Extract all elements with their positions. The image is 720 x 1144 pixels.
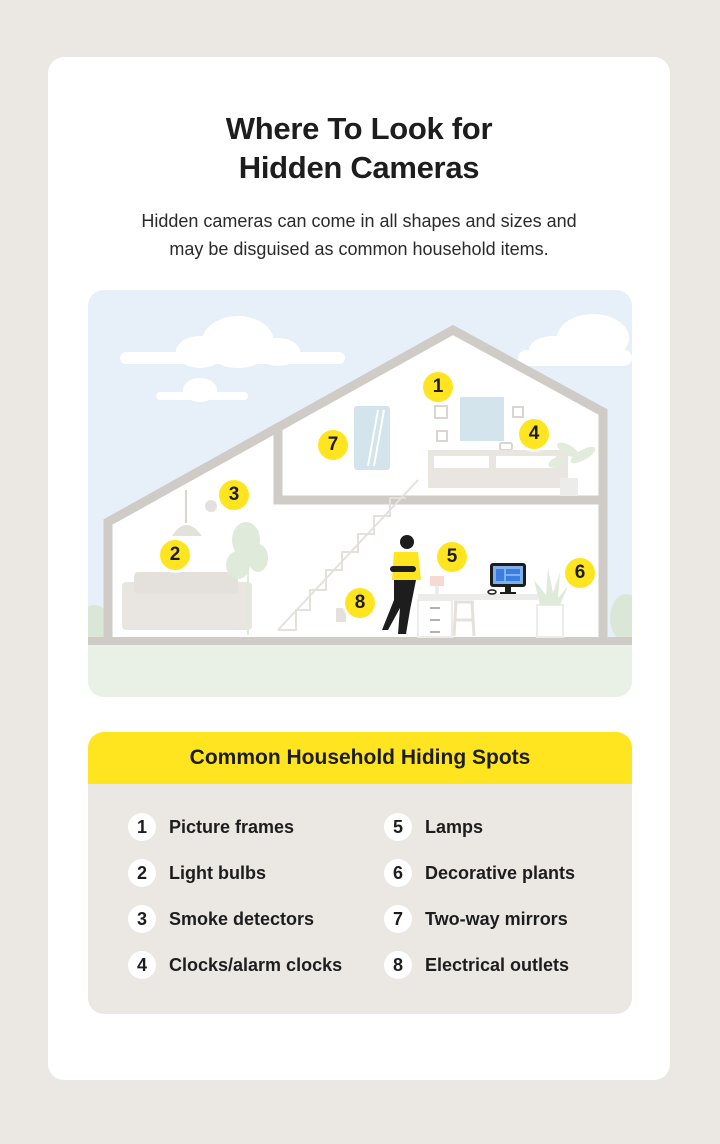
marker-8-badge: 8 bbox=[345, 588, 375, 618]
marker-6-badge: 6 bbox=[565, 558, 595, 588]
spot-label: Picture frames bbox=[169, 816, 295, 837]
infographic-card bbox=[48, 57, 670, 1080]
hiding-spots-heading: Common Household Hiding Spots bbox=[88, 732, 632, 784]
marker-4-badge: 4 bbox=[519, 419, 549, 449]
outlet-icon bbox=[336, 608, 346, 622]
subtitle-line-1: Hidden cameras can come in all shapes and sizes and bbox=[141, 211, 577, 231]
spot-label: Decorative plants bbox=[425, 862, 576, 883]
marker-5-badge: 5 bbox=[437, 542, 467, 572]
house-illustration bbox=[88, 290, 632, 697]
desk-lamp-icon bbox=[430, 576, 444, 586]
number-badge: 2 bbox=[128, 859, 156, 887]
smoke-detector-icon bbox=[205, 500, 217, 512]
number-badge: 8 bbox=[384, 951, 412, 979]
list-item bbox=[384, 949, 608, 981]
marker-3-badge: 3 bbox=[219, 480, 249, 510]
subtitle bbox=[48, 207, 670, 263]
number-badge: 3 bbox=[128, 905, 156, 933]
list-item bbox=[128, 811, 384, 843]
spot-label: Smoke detectors bbox=[169, 908, 315, 929]
number-badge: 4 bbox=[128, 951, 156, 979]
marker-1-badge: 1 bbox=[423, 372, 453, 402]
hiding-spots-list bbox=[128, 811, 608, 981]
spot-label: Lamps bbox=[425, 816, 484, 837]
number-badge: 6 bbox=[384, 859, 412, 887]
subtitle-line-2: may be disguised as common household items. bbox=[169, 239, 549, 259]
number-badge: 5 bbox=[384, 813, 412, 841]
title-line-1: Where To Look for bbox=[225, 111, 493, 146]
title-line-2: Hidden Cameras bbox=[238, 150, 480, 185]
marker-7-badge: 7 bbox=[318, 430, 348, 460]
picture-frame-icon bbox=[460, 397, 504, 441]
hiding-spots-panel bbox=[88, 732, 632, 1014]
marker-2-badge: 2 bbox=[160, 540, 190, 570]
list-item bbox=[128, 949, 384, 981]
list-item bbox=[384, 903, 608, 935]
bed-icon bbox=[428, 450, 568, 488]
spot-label: Clocks/alarm clocks bbox=[169, 954, 343, 975]
spot-label: Two-way mirrors bbox=[425, 908, 568, 929]
list-item bbox=[384, 811, 608, 843]
spot-label: Light bulbs bbox=[169, 862, 266, 883]
number-badge: 1 bbox=[128, 813, 156, 841]
spot-label: Electrical outlets bbox=[425, 954, 570, 975]
house-cross-section-graphic bbox=[88, 290, 632, 697]
page-title bbox=[48, 109, 670, 187]
list-item bbox=[128, 903, 384, 935]
number-badge: 7 bbox=[384, 905, 412, 933]
list-item bbox=[128, 857, 384, 889]
list-item bbox=[384, 857, 608, 889]
